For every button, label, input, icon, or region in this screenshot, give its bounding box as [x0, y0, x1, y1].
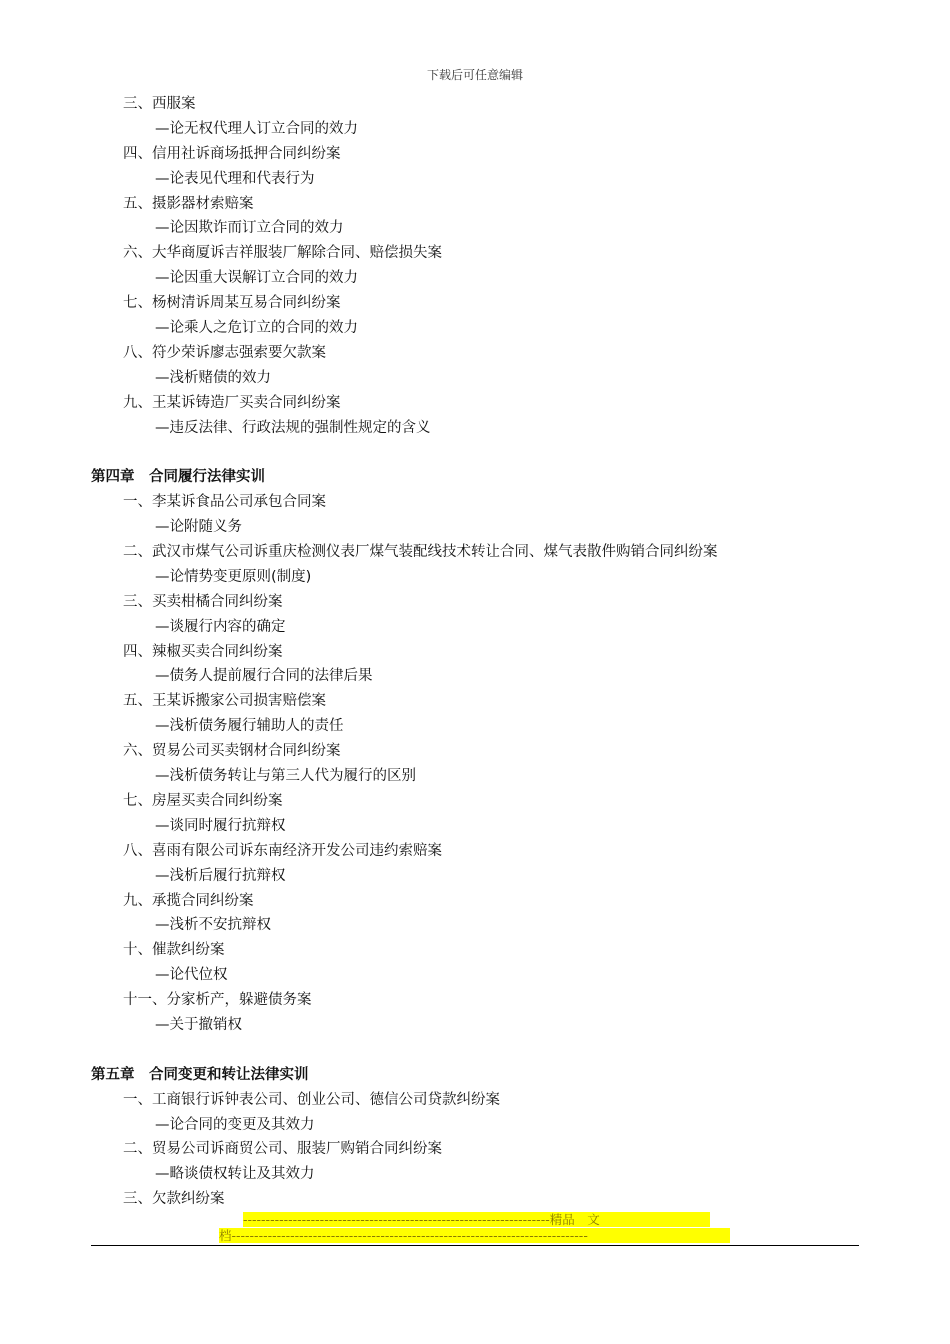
- case-subtitle: —论附随义务: [155, 519, 242, 536]
- section-gap: [0, 1038, 950, 1063]
- case-subtitle: —浅析赌债的效力: [155, 369, 271, 386]
- footer-rule: [91, 1245, 859, 1246]
- case-subtitle: —略谈债权转让及其效力: [155, 1166, 315, 1183]
- case-subtitle: —债务人提前履行合同的法律后果: [155, 668, 373, 685]
- chapter-title: 第五章 合同变更和转让法律实训: [91, 1066, 309, 1083]
- footer-highlight-line-2: 档-------------------------------------------------------------------------------: [219, 1228, 730, 1243]
- case-title: 十、催款纠纷案: [123, 942, 225, 959]
- case-title: 九、王某诉铸造厂买卖合同纠纷案: [123, 394, 341, 411]
- section-gap: [0, 440, 950, 465]
- chapter-title: 第四章 合同履行法律实训: [91, 469, 265, 486]
- case-title: 九、承揽合同纠纷案: [123, 892, 254, 909]
- case-subtitle: —论情势变更原则(制度): [155, 568, 312, 585]
- page-footer: [0, 1212, 950, 1252]
- case-subtitle: —论因欺诈而订立合同的效力: [155, 220, 344, 237]
- case-subtitle: —违反法律、行政法规的强制性规定的含义: [155, 419, 431, 436]
- case-title: 二、贸易公司诉商贸公司、服装厂购销合同纠纷案: [123, 1141, 442, 1158]
- table-of-contents: [0, 92, 950, 1212]
- case-title: 五、摄影器材索赔案: [123, 195, 254, 212]
- case-subtitle: —论因重大误解订立合同的效力: [155, 270, 358, 287]
- case-title: 一、工商银行诉钟表公司、创业公司、德信公司贷款纠纷案: [123, 1091, 500, 1108]
- case-subtitle: —浅析债务履行辅助人的责任: [155, 718, 344, 735]
- case-title: 三、西服案: [123, 96, 196, 112]
- case-title: 十一、分家析产，躲避债务案: [123, 992, 312, 1009]
- case-title: 四、辣椒买卖合同纠纷案: [123, 643, 283, 660]
- case-title: 七、房屋买卖合同纠纷案: [123, 792, 283, 809]
- case-subtitle: —浅析后履行抗辩权: [155, 867, 286, 884]
- case-subtitle: —谈同时履行抗辩权: [155, 817, 286, 834]
- case-title: 二、武汉市煤气公司诉重庆检测仪表厂煤气装配线技术转让合同、煤气表散件购销合同纠纷案: [123, 544, 718, 561]
- case-title: 六、贸易公司买卖钢材合同纠纷案: [123, 743, 341, 760]
- case-subtitle: —浅析不安抗辩权: [155, 917, 271, 934]
- case-subtitle: —论表见代理和代表行为: [155, 170, 315, 187]
- case-subtitle: —论无权代理人订立合同的效力: [155, 120, 358, 137]
- case-title: 八、喜雨有限公司诉东南经济开发公司违约索赔案: [123, 842, 442, 859]
- case-subtitle: —论代位权: [155, 967, 228, 984]
- case-subtitle: —关于撤销权: [155, 1016, 242, 1033]
- footer-highlight-line-1: --------------------------------------------------------------------精品 文: [243, 1212, 710, 1227]
- case-subtitle: —论乘人之危订立的合同的效力: [155, 320, 358, 337]
- case-title: 三、欠款纠纷案: [123, 1191, 225, 1208]
- case-subtitle: —浅析债务转让与第三人代为履行的区别: [155, 768, 416, 785]
- case-title: 一、李某诉食品公司承包合同案: [123, 494, 326, 511]
- case-title: 七、杨树清诉周某互易合同纠纷案: [123, 295, 341, 312]
- page-header: 下载后可任意编辑: [426, 68, 523, 82]
- case-title: 三、买卖柑橘合同纠纷案: [123, 593, 283, 610]
- case-title: 五、王某诉搬家公司损害赔偿案: [123, 693, 326, 710]
- case-subtitle: —谈履行内容的确定: [155, 618, 286, 635]
- case-title: 六、大华商厦诉吉祥服装厂解除合同、赔偿损失案: [123, 245, 442, 262]
- case-title: 四、信用社诉商场抵押合同纠纷案: [123, 145, 341, 162]
- case-subtitle: —论合同的变更及其效力: [155, 1116, 315, 1133]
- case-title: 八、符少荣诉廖志强索要欠款案: [123, 344, 326, 361]
